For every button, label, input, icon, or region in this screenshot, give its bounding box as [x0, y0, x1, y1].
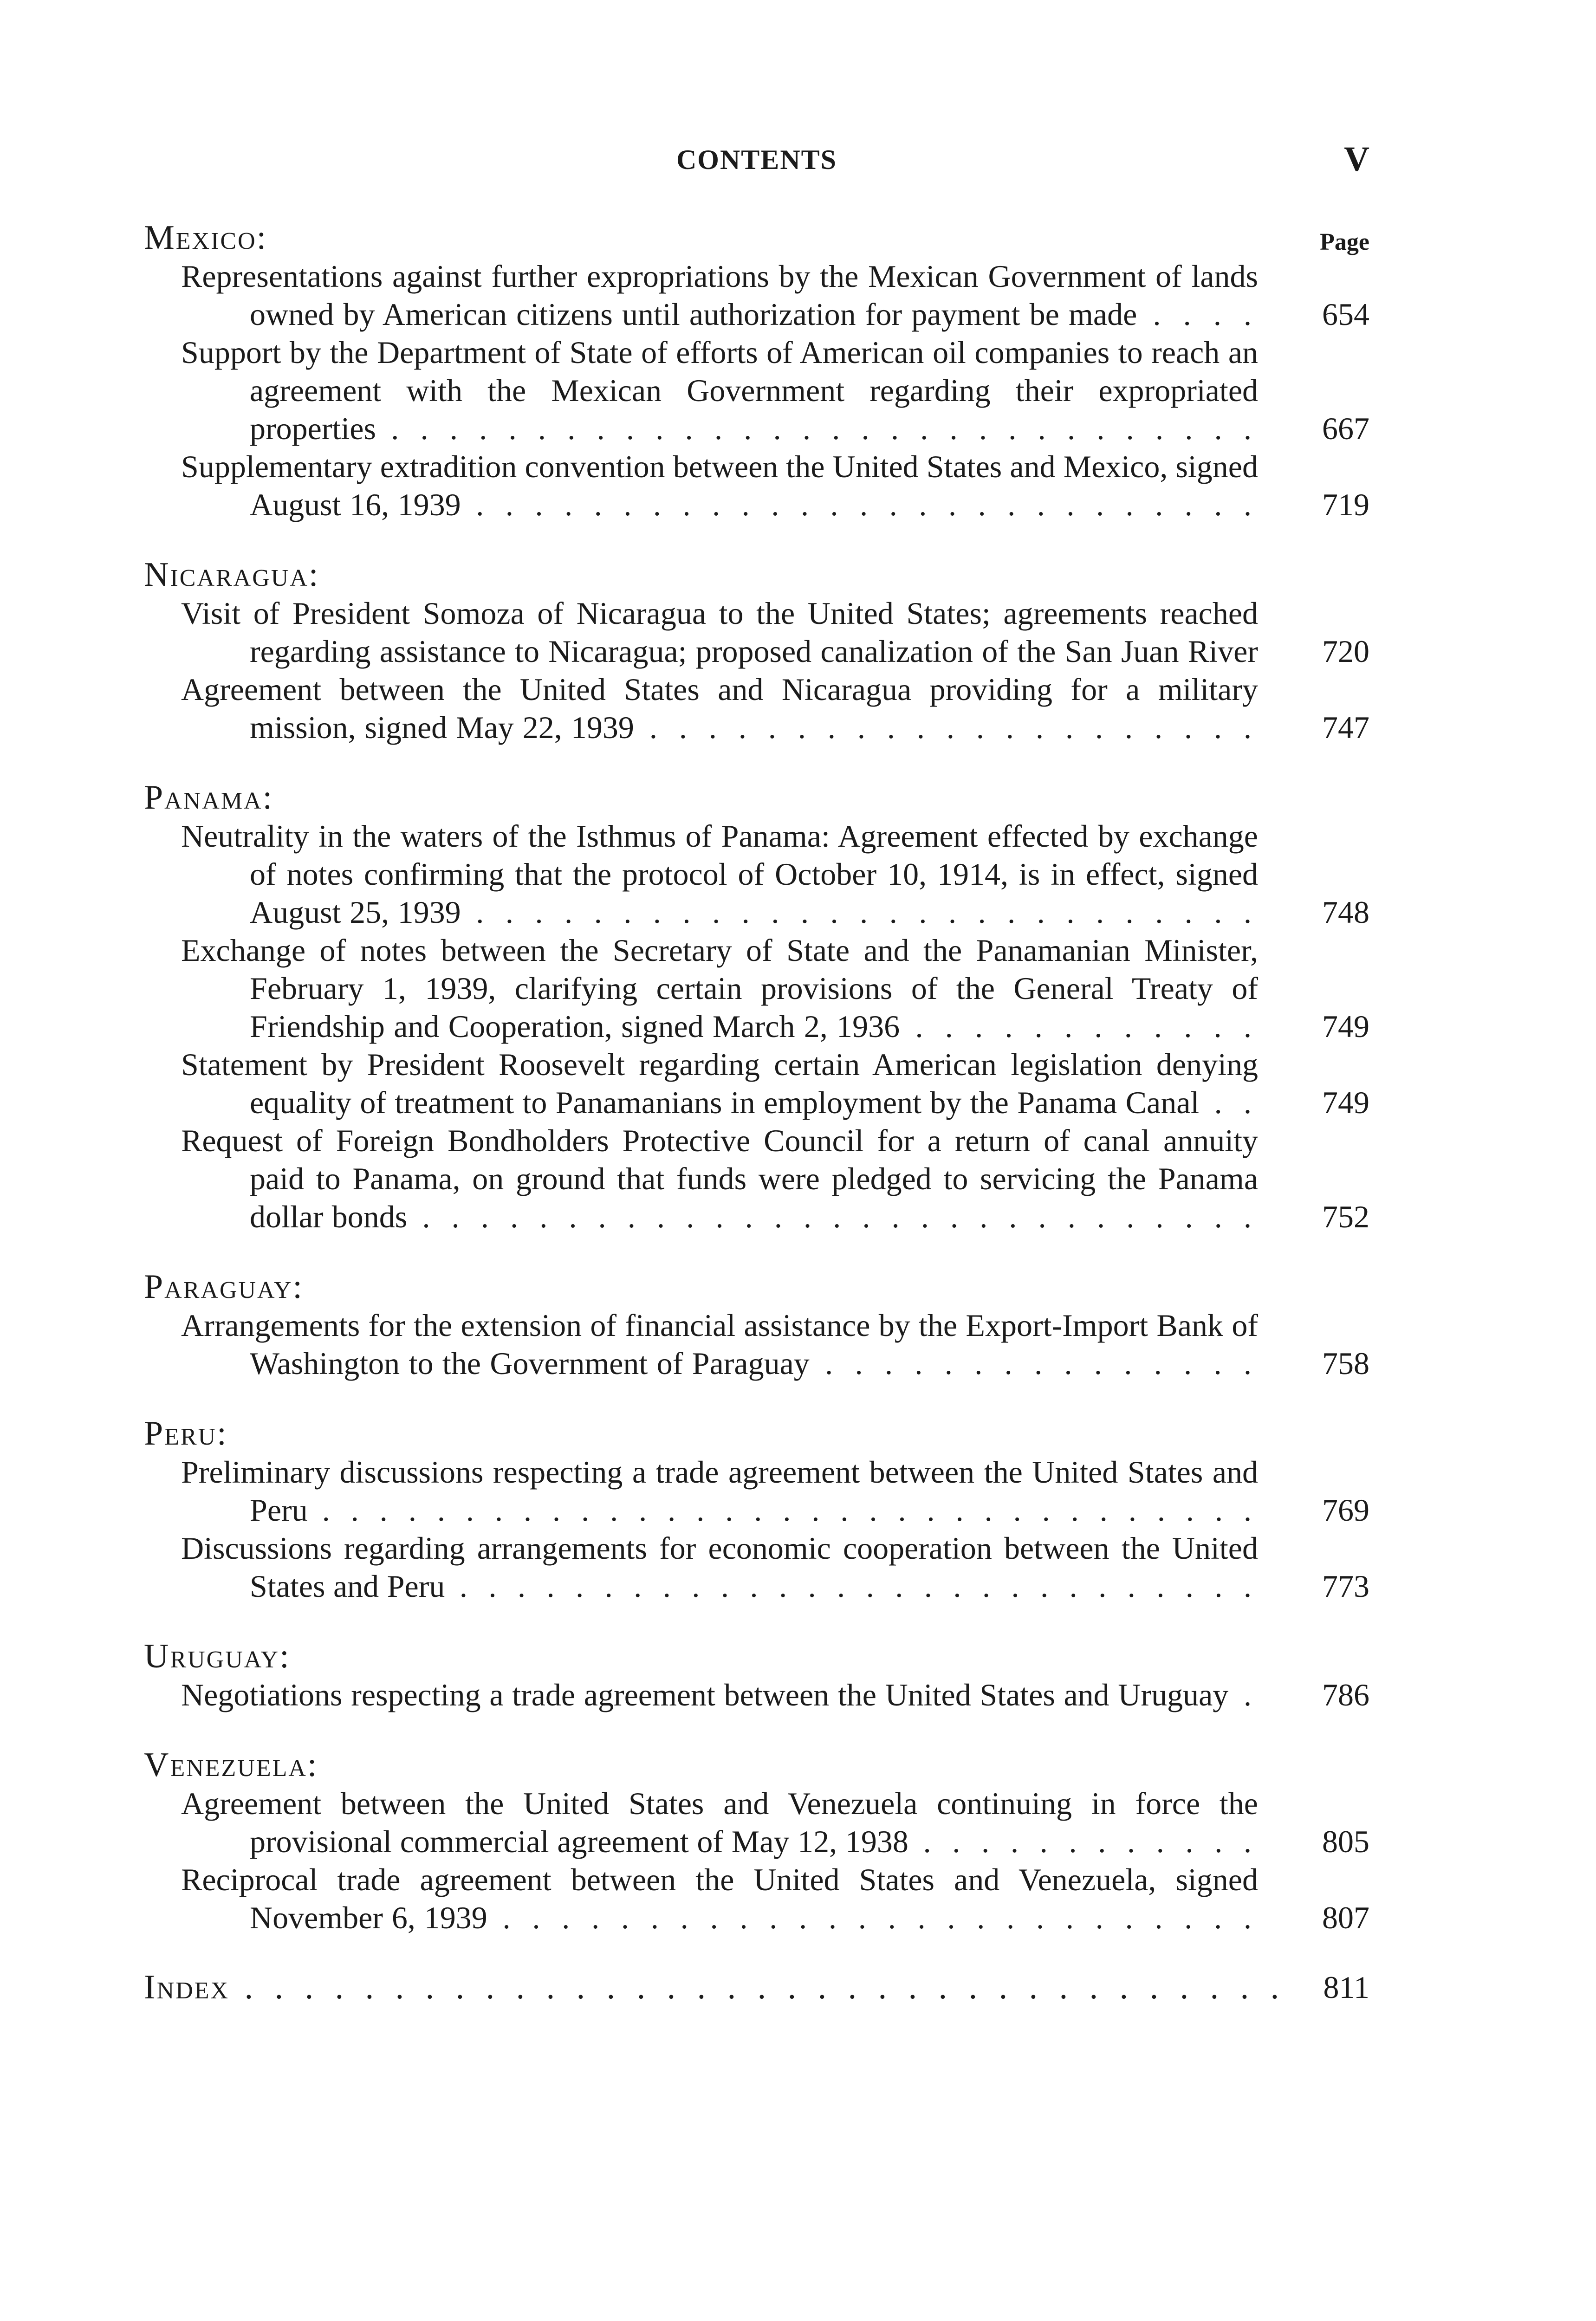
toc-section-peru	[144, 1414, 1369, 1605]
toc-entry[interactable]	[144, 333, 1369, 447]
toc-section-paraguay	[144, 1267, 1369, 1382]
page-number: V	[1344, 140, 1369, 179]
entry-text-block	[181, 447, 1300, 524]
page-column-label: Page	[1320, 229, 1369, 255]
entry-title: Neutrality in the waters of the Isthmus of Panama: Agreement effected by exchange of notes confirming that the protocol of October 10, 1914, is in effect, signed August 25, 1939 . . .	[181, 818, 1258, 931]
section-label: Peru:	[144, 1414, 228, 1452]
toc-entry[interactable]	[144, 447, 1369, 524]
toc-section-nicaragua	[144, 555, 1369, 746]
entry-text-block	[181, 817, 1300, 931]
section-label: Venezuela:	[144, 1746, 318, 1784]
entry-page-number: 749	[1322, 1085, 1369, 1120]
entry-page-number: 667	[1322, 411, 1369, 446]
entry-page-number: 811	[1323, 1970, 1369, 2005]
toc-body	[144, 218, 1369, 2006]
entry-text-block	[181, 1045, 1300, 1122]
entry-page-number: 769	[1322, 1492, 1369, 1528]
toc-entry[interactable]	[144, 1453, 1369, 1529]
entry-title: Exchange of notes between the Secretary of State and the Panamanian Minister, February 1, 1939, clarifying certain provisions of the General Treaty of Friendship and Cooperation, signed March 2, 1936 . . .	[181, 933, 1258, 1045]
entry-title: Request of Foreign Bondholders Protective Council for a return of canal annuity paid to Panama, on ground that funds were pledged to servicing the Panama dollar bonds . . .	[181, 1123, 1258, 1236]
toc-entry[interactable]	[144, 817, 1369, 931]
entry-title: Statement by President Roosevelt regarding certain American legislation denying equality of treatment to Panamanians in employment by the Panama Canal . . .	[181, 1047, 1258, 1122]
toc-entry[interactable]	[144, 1861, 1369, 1937]
section-label: Paraguay:	[144, 1268, 304, 1306]
entry-title: Agreement between the United States and Nicaragua providing for a military mission, signed May 22, 1939 . . .	[181, 672, 1258, 746]
section-label: Mexico:	[144, 219, 268, 257]
page-title: CONTENTS	[676, 144, 837, 175]
section-heading	[144, 1745, 1369, 1784]
entry-title: Representations against further expropriations by the Mexican Government of lands owned by American citizens until authorization for payment be made . . .	[181, 259, 1258, 333]
entry-page-number: 720	[1322, 634, 1369, 669]
section-heading	[144, 1414, 1369, 1453]
entry-page-number: 749	[1322, 1009, 1369, 1044]
toc-entry[interactable]	[144, 1784, 1369, 1861]
entry-text-block	[181, 333, 1300, 447]
entry-page-number: 719	[1322, 487, 1369, 522]
entry-title: Agreement between the United States and Venezuela continuing in force the provisional commercial agreement of May 12, 1938 . . .	[181, 1786, 1258, 1861]
entry-text-block	[181, 1453, 1300, 1529]
section-heading	[144, 1637, 1369, 1676]
section-heading	[144, 778, 1369, 817]
entry-page-number: 654	[1322, 297, 1369, 332]
entry-page-number: 748	[1322, 895, 1369, 930]
entry-title: Support by the Department of State of efforts of American oil companies to reach an agreement with the Mexican Government regarding their expropriated properties . . .	[181, 335, 1258, 447]
entry-text-block	[181, 1529, 1300, 1605]
index-label: Index . . .	[144, 1968, 1300, 2006]
entry-text-block	[181, 1784, 1300, 1861]
entry-page-number: 807	[1322, 1900, 1369, 1935]
entry-page-number: 786	[1322, 1677, 1369, 1712]
entry-text-block	[181, 257, 1300, 333]
section-label: Uruguay:	[144, 1637, 291, 1675]
toc-section-mexico	[144, 218, 1369, 524]
section-heading	[144, 218, 1369, 257]
toc-entry[interactable]	[144, 1306, 1369, 1382]
toc-entry[interactable]	[144, 931, 1369, 1045]
entry-title: Supplementary extradition convention between the United States and Mexico, signed August 16, 1939 . . .	[181, 449, 1258, 524]
toc-entry[interactable]	[144, 1122, 1369, 1236]
entry-text-block	[181, 1122, 1300, 1236]
toc-section-uruguay	[144, 1637, 1369, 1714]
entry-text-block	[181, 1306, 1300, 1382]
toc-entry[interactable]	[144, 1676, 1369, 1714]
section-heading	[144, 555, 1369, 594]
entry-title: Discussions regarding arrangements for economic cooperation between the United States and Peru . . .	[181, 1530, 1258, 1605]
entry-page-number: 773	[1322, 1569, 1369, 1604]
entry-text-block	[181, 670, 1300, 746]
entry-title: Visit of President Somoza of Nicaragua to the United States; agreements reached regarding assistance to Nicaragua; proposed canalization of the San Juan River . . .	[181, 596, 1258, 670]
entry-text-block	[181, 1676, 1300, 1714]
entry-title: Preliminary discussions respecting a trade agreement between the United States and Peru . . .	[181, 1454, 1258, 1529]
entry-page-number: 752	[1322, 1199, 1369, 1234]
toc-entry[interactable]	[144, 1529, 1369, 1605]
toc-entry[interactable]	[144, 670, 1369, 746]
entry-page-number: 747	[1322, 710, 1369, 745]
entry-text-block	[181, 594, 1300, 670]
toc-entry[interactable]	[144, 1045, 1369, 1122]
toc-entry[interactable]	[144, 257, 1369, 333]
toc-index-entry[interactable]	[144, 1968, 1369, 2006]
section-label: Panama:	[144, 778, 274, 817]
section-heading	[144, 1267, 1369, 1306]
running-head	[144, 139, 1369, 181]
entry-page-number: 805	[1322, 1824, 1369, 1859]
toc-section-panama	[144, 778, 1369, 1236]
entry-text-block	[181, 1861, 1300, 1937]
toc-section-venezuela	[144, 1745, 1369, 1937]
section-label: Nicaragua:	[144, 556, 320, 594]
entry-title: Negotiations respecting a trade agreement between the United States and Uruguay . . .	[181, 1677, 1258, 1714]
toc-entry[interactable]	[144, 594, 1369, 670]
entry-title: Arrangements for the extension of financial assistance by the Export-Import Bank of Washington to the Government of Paraguay . . .	[181, 1308, 1258, 1382]
entry-page-number: 758	[1322, 1346, 1369, 1381]
entry-text-block	[181, 931, 1300, 1045]
entry-title: Reciprocal trade agreement between the United States and Venezuela, signed November 6, 1939 . . .	[181, 1862, 1258, 1937]
